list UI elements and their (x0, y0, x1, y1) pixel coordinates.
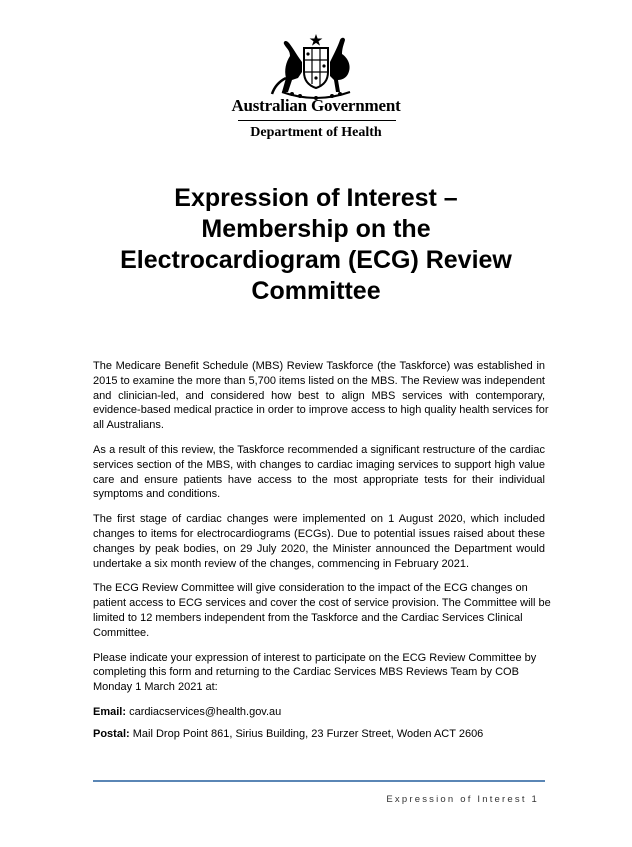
paragraph-background (93, 359, 549, 433)
coat-of-arms-logo (268, 32, 364, 102)
paragraph-recommendation (93, 443, 545, 502)
email-link[interactable]: cardiacservices@health.gov.au (129, 705, 282, 718)
paragraph-line: care and ensure patients have access to the most appropriate tests for their individual (93, 473, 545, 486)
paragraph-line: services section of the MBS, with changes to cardiac imaging services to support high value (93, 458, 545, 471)
paragraph-line: Please indicate your expression of interest to participate on the ECG Review Committee by (93, 651, 537, 664)
footer-divider (93, 780, 545, 782)
paragraph-first-stage (93, 512, 545, 571)
document-title (60, 183, 572, 307)
paragraph-line: limited to 12 members independent from the Taskforce and the Cardiac Services Clinical (93, 611, 523, 624)
postal-label: Postal: (93, 727, 130, 740)
paragraph-line: The ECG Review Committee will give consideration to the impact of the ECG changes on (93, 582, 528, 595)
page-footer (386, 794, 539, 805)
paragraph-instructions (93, 651, 545, 695)
paragraph-line: The first stage of cardiac changes were implemented on 1 August 2020, which included (93, 513, 545, 526)
paragraph-committee (93, 581, 551, 640)
paragraph-line: changes to items for electrocardiograms (ECGs). Due to potential issues raised about these (93, 527, 545, 540)
header-divider (238, 120, 396, 121)
paragraph-line: symptoms and conditions. (93, 488, 221, 501)
paragraph-line: all Australians. (93, 419, 164, 432)
page-number: 1 (531, 794, 539, 805)
title-line: Expression of Interest – (174, 184, 458, 212)
paragraph-line: undertake a six month review of the changes, commencing in February 2021. (93, 557, 470, 570)
paragraph-line: completing this form and returning to the Cardiac Services MBS Reviews Team by COB (93, 666, 519, 679)
paragraph-line: and clinician-led, and considered how best to align MBS services with contemporary, (93, 389, 545, 402)
title-line: Electrocardiogram (ECG) Review (120, 246, 512, 274)
paragraph-line: As a result of this review, the Taskforce recommended a significant restructure of the cardiac (93, 443, 545, 456)
email-contact (93, 705, 545, 720)
title-line: Membership on the (201, 215, 431, 243)
title-line: Committee (251, 277, 381, 305)
paragraph-line: The Medicare Benefit Schedule (MBS) Review Taskforce (the Taskforce) was established in (93, 360, 545, 372)
government-name: Australian Government (231, 96, 401, 115)
paragraph-line: Monday 1 March 2021 at: (93, 681, 218, 694)
footer-text: Expression of Interest (386, 794, 527, 805)
email-label: Email: (93, 705, 127, 718)
document-body (93, 359, 551, 749)
paragraph-line: 2015 to examine the more than 5,700 items listed on the MBS. The Review was independent (93, 374, 545, 387)
department-name: Department of Health (250, 125, 382, 140)
postal-address: Mail Drop Point 861, Sirius Building, 23 Furzer Street, Woden ACT 2606 (132, 727, 484, 740)
postal-contact (93, 727, 545, 742)
paragraph-line: changes by peak bodies, on 29 July 2020, the Minister announced the Department would (93, 542, 545, 555)
paragraph-line: Committee. (93, 626, 150, 639)
paragraph-line: evidence-based medical practice in order to improve access to high quality health services for (93, 404, 549, 417)
paragraph-line: patient access to ECG services and cover the cost of service provision. The Committee will be (93, 597, 551, 610)
